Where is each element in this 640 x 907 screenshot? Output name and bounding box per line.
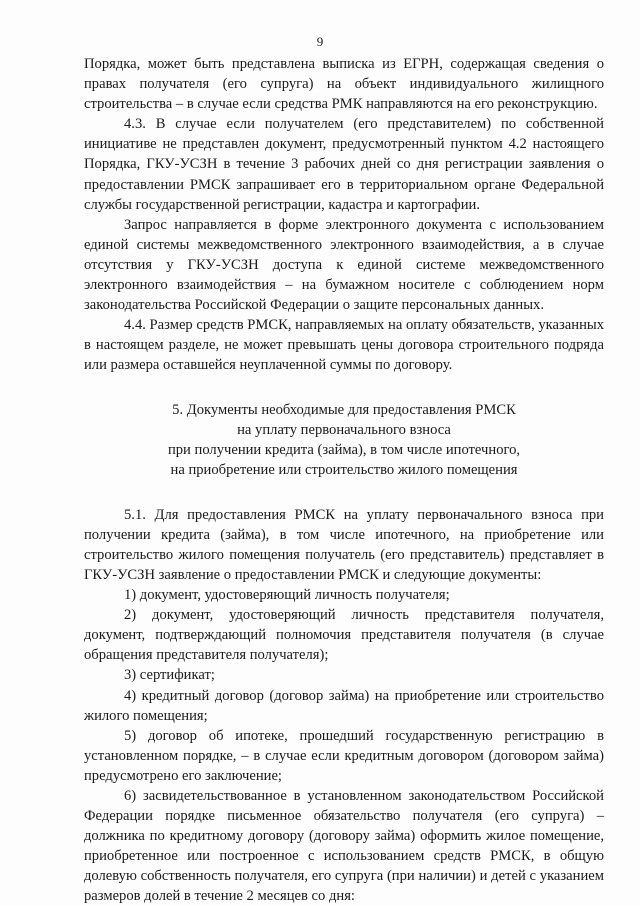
paragraph-4-3: 4.3. В случае если получателем (его представителем) по собственной инициативе не представлен документ, предусмотренный пунктом 4.2 настоящего Порядка, ГКУ-УСЗН в течение 3 рабочих дней со дня регистрации заявления о предоставлении РМСК запрашивает его в территориальном органе Федеральной службы государственной регистрации, кадастра и картографии. [84, 116, 604, 213]
list-item-5: 5) договор об ипотеке, прошедший государственную регистрацию в установленном порядке, – в случае если кредитным договором (договором займа) предусмотрено его заключение; [84, 727, 604, 784]
section-heading-line: 5. Документы необходимые для предоставления РМСК [172, 401, 516, 418]
paragraph-5-1: 5.1. Для предоставления РМСК на уплату первоначального взноса при получении кредита (займа), в том числе ипотечного, на приобретение или строительство жилого помещения получатель (его представитель) представляет в ГКУ-УСЗН заявление о предоставлении РМСК и следующие документы: [84, 506, 604, 583]
list-item-3: 3) сертификат; [124, 667, 215, 684]
section-5-heading [84, 400, 604, 481]
list-item-4: 4) кредитный договор (договор займа) на приобретение или строительство жилого помещения; [84, 687, 604, 724]
section-heading-line: при получении кредита (займа), в том числе ипотечного, [167, 442, 521, 459]
document-body [84, 54, 604, 907]
paragraph-egrn-extract: Порядка, может быть представлена выписка из ЕГРН, содержащая сведения о правах получателя (его супруга) на объект индивидуального жилищного строительства – в случае если средства РМК направляются на его реконструкцию. [84, 56, 604, 113]
section-heading-line: на приобретение или строительство жилого помещения [170, 462, 518, 479]
page-number: 9 [316, 34, 324, 49]
section-heading-line: на уплату первоначального взноса [237, 421, 451, 438]
paragraph-4-4: 4.4. Размер средств РМСК, направляемых на оплату обязательств, указанных в настоящем разделе, не может превышать цены договора строительного подряда или размера оставшейся неуплаченной суммы по договору. [84, 317, 604, 374]
list-item-6: 6) засвидетельствованное в установленном законодательством Российской Федерации порядке письменное обязательство получателя (его супруга) – должника по кредитному договору (договору займа) оформить жилое помещение, приобретенное или построенное с использованием средств РМСК, в общую долевую собственность получателя, его супруга (при наличии) и детей с указанием размеров долей в течение 2 месяцев со дня: [84, 788, 604, 905]
list-item-1: 1) документ, удостоверяющий личность получателя; [124, 587, 450, 604]
list-item-2: 2) документ, удостоверяющий личность представителя получателя, документ, подтверждающий полномочия представителя получателя (в случае обращения представителя получателя); [84, 607, 604, 664]
paragraph-request-format: Запрос направляется в форме электронного документа с использованием единой системы межведомственного электронного взаимодействия, а в случае отсутствия у ГКУ-УСЗН доступа к единой системе межведомственного электронного взаимодействия – на бумажном носителе с соблюдением норм законодательства Российской Федерации о защите персональных данных. [84, 216, 604, 314]
